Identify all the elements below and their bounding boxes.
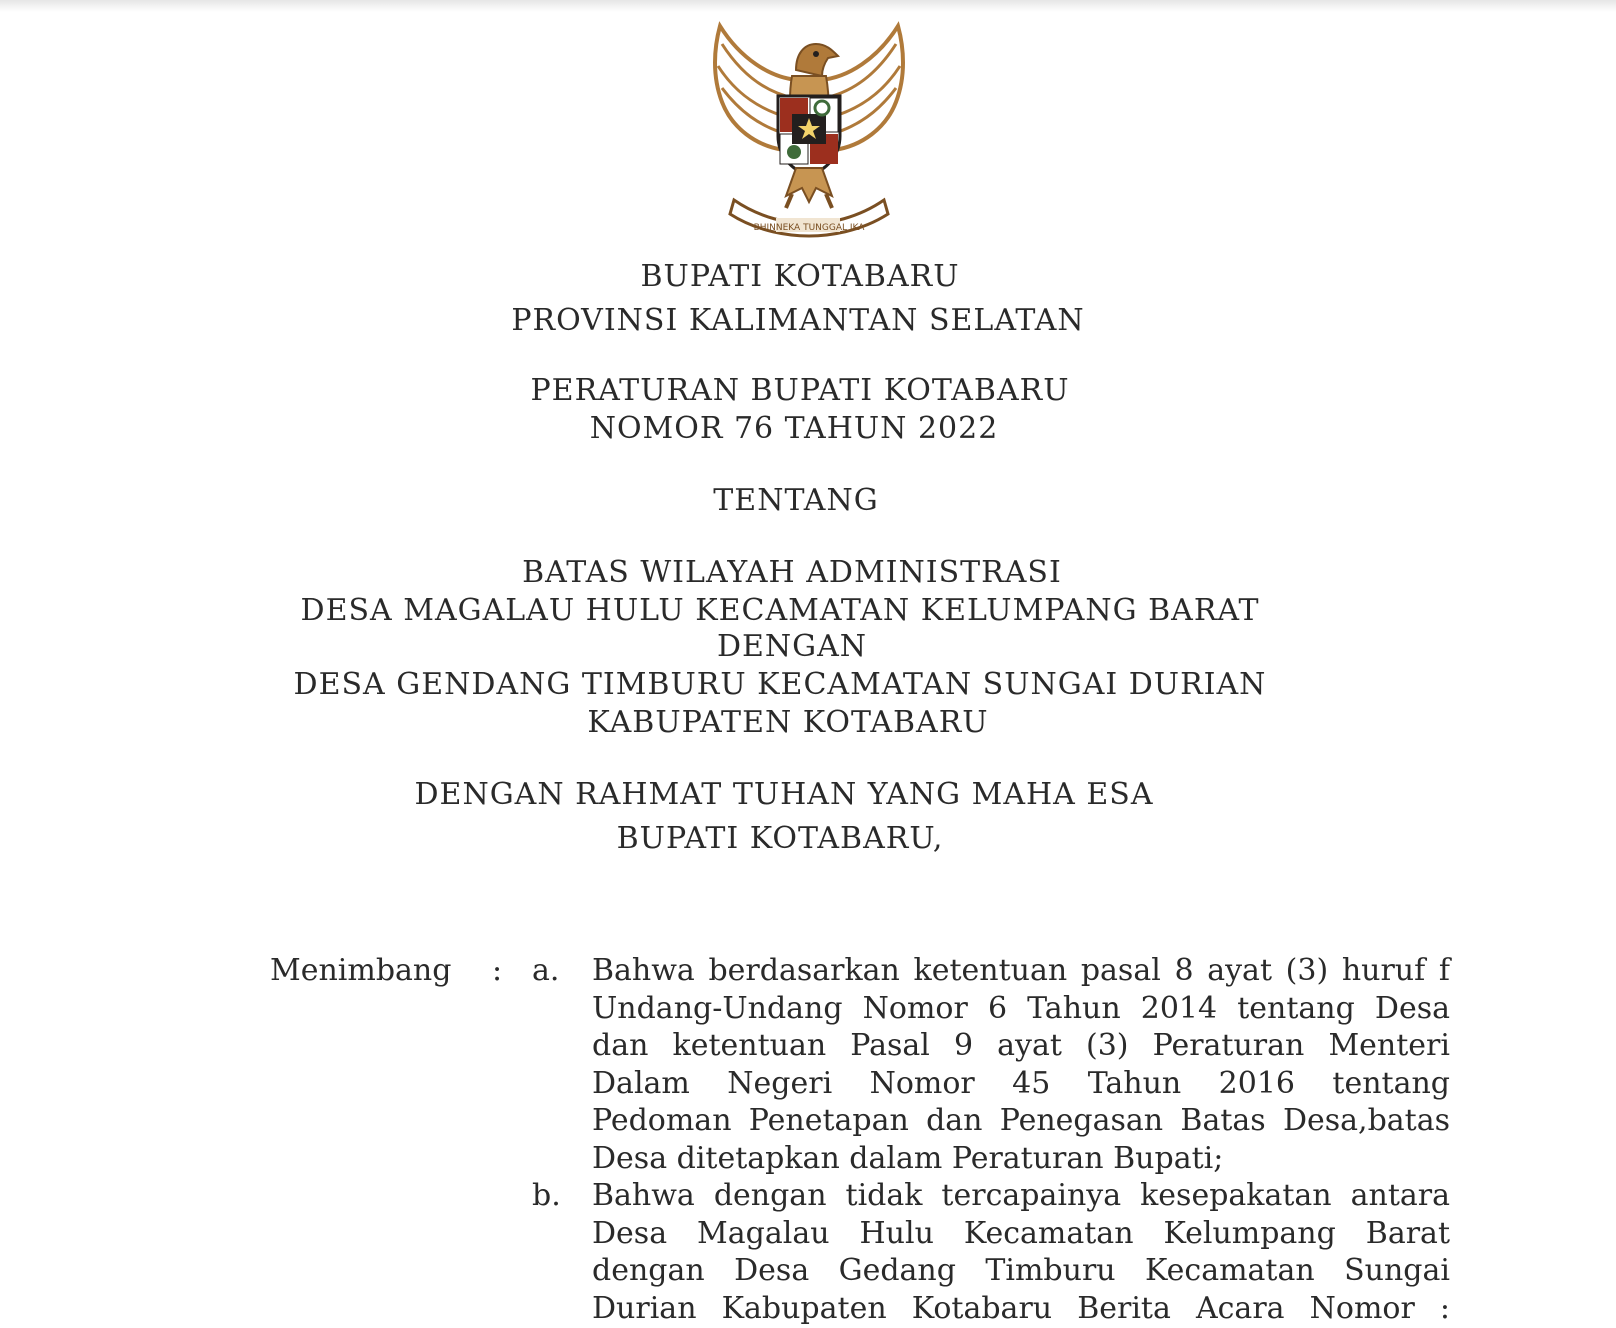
regulation-number: NOMOR 76 TAHUN 2022 (589, 411, 999, 446)
item-b-line-2: Desa Magalau Hulu Kecamatan Kelumpang Barat (592, 1215, 1450, 1251)
preamble-line-2: BUPATI KOTABARU, (616, 821, 944, 856)
item-b-body (592, 1177, 1450, 1327)
item-a-line-2: Undang-Undang Nomor 6 Tahun 2014 tentang Desa (592, 990, 1450, 1026)
item-b-line-1: Bahwa dengan tidak tercapainya kesepakatan antara (592, 1178, 1450, 1213)
province-title: PROVINSI KALIMANTAN SELATAN (511, 303, 1085, 338)
subject-line-4: DESA GENDANG TIMBURU KECAMATAN SUNGAI DURIAN (293, 667, 1267, 702)
subject-line-5: KABUPATEN KOTABARU (587, 705, 989, 740)
item-a-line-1: Bahwa berdasarkan ketentuan pasal 8 ayat (3) huruf f (592, 953, 1450, 988)
considering-colon: : (492, 953, 503, 988)
regulation-title: PERATURAN BUPATI KOTABARU (530, 373, 1070, 408)
subject-line-2: DESA MAGALAU HULU KECAMATAN KELUMPANG BARAT (300, 593, 1260, 628)
emblem-motto: BHINNEKA TUNGGAL IKA (753, 223, 865, 233)
item-a-line-6: Desa ditetapkan dalam Peraturan Bupati; (592, 1140, 1224, 1176)
item-b-letter: b. (532, 1178, 561, 1213)
office-title: BUPATI KOTABARU (640, 259, 960, 294)
item-a-line-4: Dalam Negeri Nomor 45 Tahun 2016 tentang (592, 1065, 1450, 1101)
item-a-line-3: dan ketentuan Pasal 9 ayat (3) Peraturan Menteri (592, 1028, 1450, 1063)
considering-label: Menimbang (270, 953, 452, 988)
about-heading: TENTANG (713, 483, 879, 518)
scan-top-shade (0, 0, 1616, 12)
preamble-line-1: DENGAN RAHMAT TUHAN YANG MAHA ESA (414, 777, 1154, 812)
subject-line-3: DENGAN (716, 629, 868, 664)
item-a-line-5: Pedoman Penetapan dan Penegasan Batas Desa,batas (592, 1103, 1450, 1138)
item-b-line-3: dengan Desa Gedang Timburu Kecamatan Sungai (592, 1253, 1450, 1288)
item-a-body (592, 952, 1450, 1177)
item-a-letter: a. (532, 953, 560, 988)
garuda-pancasila-emblem-icon (700, 18, 918, 240)
subject-line-1: BATAS WILAYAH ADMINISTRASI (522, 555, 1062, 590)
item-b-line-4: Durian Kabupaten Kotabaru Berita Acara Nomor : (592, 1290, 1450, 1326)
